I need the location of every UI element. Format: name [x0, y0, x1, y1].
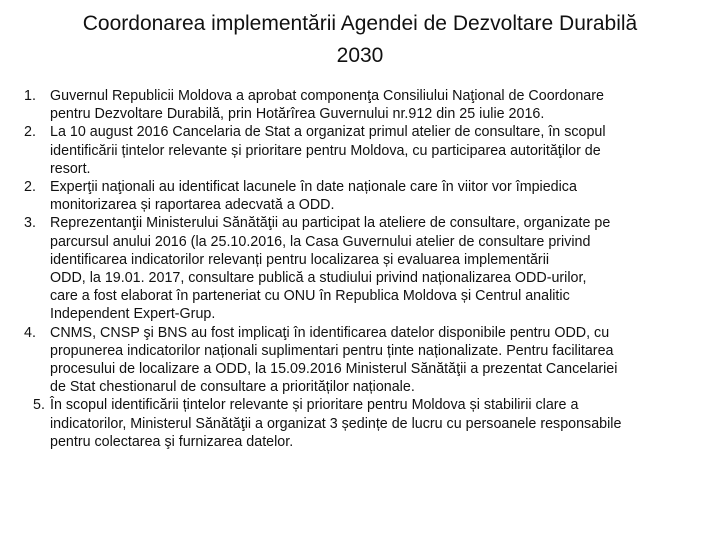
list-item-text-line: propunerea indicatorilor naționali suplimentari pentru ținte naționalizate. Pentru facilitarea [50, 342, 614, 359]
list-item-number: 5. [33, 397, 45, 414]
list-item-text-line: Guvernul Republicii Moldova a aprobat componenţa Consiliului Naţional de Coordonare [50, 88, 604, 104]
list-item [0, 123, 720, 178]
list-item-text-line: Experţii naţionali au identificat lacunele în date naționale care în viitor vor împiedica [50, 179, 577, 196]
list-item-text-line: identificării țintelor relevante și prioritare pentru Moldova, cu participarea autorităţilor de [50, 142, 601, 159]
list-item-text-line: pentru colectarea şi furnizarea datelor. [50, 433, 294, 450]
list-item-text-line: La 10 august 2016 Cancelaria de Stat a organizat primul atelier de consultare, în scopul [50, 124, 606, 141]
list-item-text-line: resort. [50, 160, 91, 177]
list-item-number: 2. [24, 179, 36, 196]
list-item-text-line: procesului de localizare a ODD, la 15.09.2016 Ministerul Sănătăţii a prezentat Cancelariei [50, 361, 618, 378]
list-item-text-line: ODD, la 19.01. 2017, consultare publică a studiului privind naționalizarea ODD-urilor, [50, 270, 587, 287]
list-item-text-line: parcursul anului 2016 (la 25.10.2016, la Casa Guvernului atelier de consultare privind [50, 233, 591, 250]
list-item-number: 1. [24, 88, 36, 104]
list-item-text-line: Independent Expert-Grup. [50, 306, 216, 323]
list-item-text-line: În scopul identificării țintelor relevante și prioritare pentru Moldova și stabilirii clare a [50, 397, 579, 414]
list-item-number: 2. [24, 124, 36, 141]
list-item-text-line: pentru Dezvoltare Durabilă, prin Hotărîrea Guvernului nr.912 din 25 iulie 2016. [50, 106, 545, 123]
list-item [0, 324, 720, 397]
slide-title [0, 8, 720, 72]
slide-title-line: Coordonarea implementării Agendei de Dezvoltare Durabilă [82, 12, 638, 35]
list-item-number: 3. [24, 215, 36, 232]
numbered-list [0, 87, 720, 451]
slide-title-line: 2030 [336, 44, 384, 67]
list-item-text-line: Reprezentanţii Ministerului Sănătăţii au participat la ateliere de consultare, organizate pe [50, 215, 611, 232]
list-item-text-line: identificarea indicatorilor relevanți pentru localizarea și evaluarea implementării [50, 251, 550, 268]
list-item [0, 87, 720, 123]
list-item-text-line: CNMS, CNSP şi BNS au fost implicaţi în identificarea datelor disponibile pentru ODD, cu [50, 324, 610, 341]
list-item-text-line: de Stat chestionarul de consultare a priorităților naționale. [50, 379, 415, 396]
list-item-text-line: care a fost elaborat în parteneriat cu ONU în Republica Moldova și Centrul analitic [50, 288, 570, 305]
list-item [0, 214, 720, 323]
list-item [0, 396, 720, 451]
list-item-text-line: monitorizarea și raportarea adecvată a ODD. [50, 197, 335, 214]
list-item-text-line: indicatorilor, Ministerul Sănătăţii a organizat 3 ședințe de lucru cu persoanele responsabile [50, 415, 622, 432]
list-item-number: 4. [24, 324, 36, 341]
list-item [0, 178, 720, 214]
